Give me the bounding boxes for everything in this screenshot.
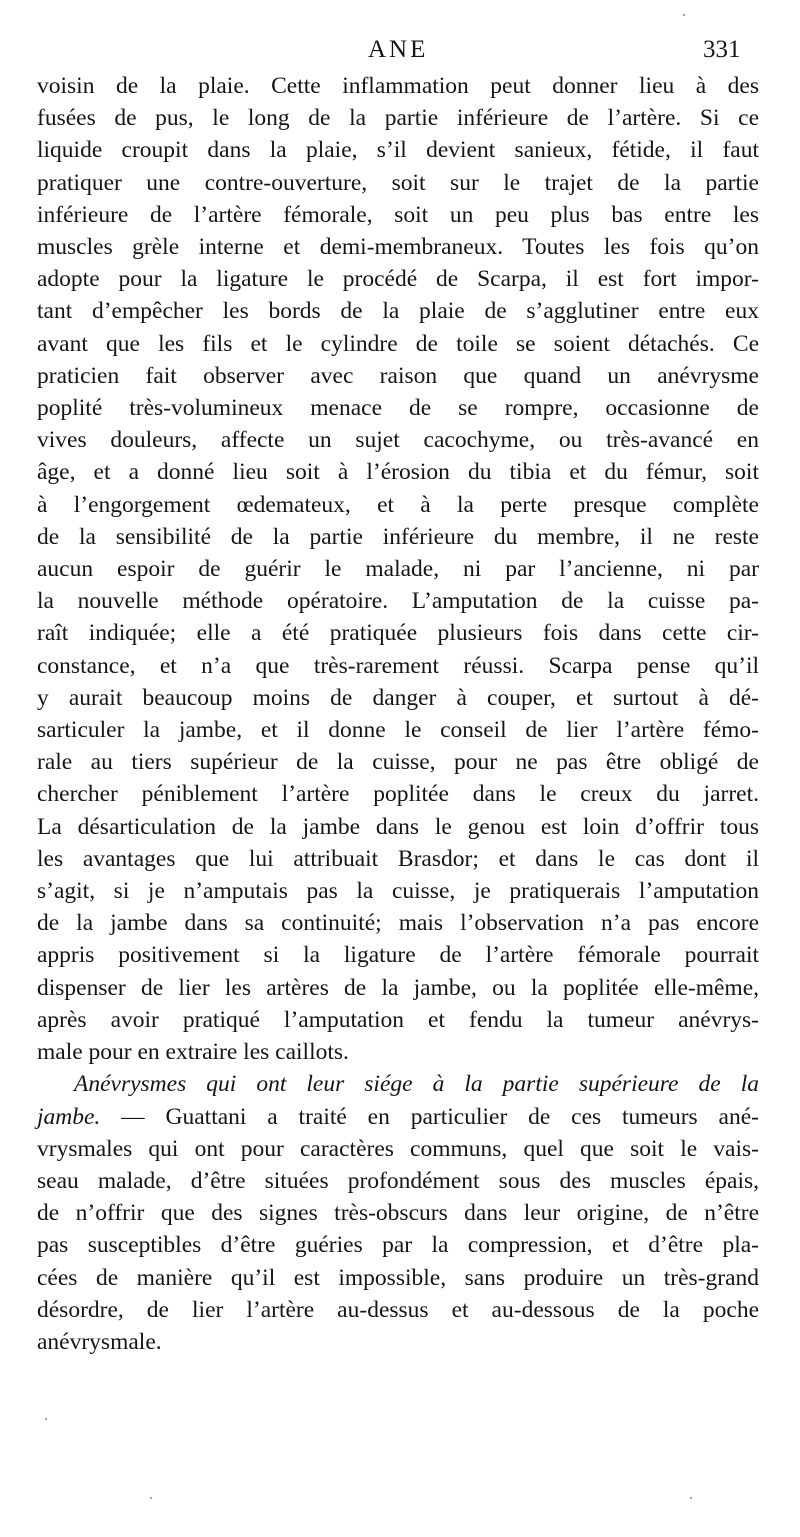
text-line: chercher péniblement l’artère poplitée dans le creux du jarret.: [37, 781, 759, 808]
text-line: cées de manière qu’il est impossible, sans produire un très-grand: [37, 1264, 759, 1291]
paragraph-1: [37, 70, 759, 1068]
text-line: male pour en extraire les caillots.: [37, 1039, 349, 1066]
text-line: pratiquer une contre-ouverture, soit sur le trajet de la partie: [37, 169, 759, 196]
running-title: ANE: [368, 36, 429, 63]
text-line: la nouvelle méthode opératoire. L’amputation de la cuisse pa-: [37, 588, 759, 615]
text-line: de n’offrir que des signes très-obscurs dans leur origine, de n’être: [37, 1200, 759, 1227]
text-line: de la sensibilité de la partie inférieure du membre, il ne reste: [37, 523, 759, 550]
text-line: adopte pour la ligature le procédé de Scarpa, il est fort impor-: [37, 266, 759, 293]
text-line: voisin de la plaie. Cette inflammation peut donner lieu à des: [37, 73, 759, 99]
text-line: La désarticulation de la jambe dans le genou est loin d’offrir tous: [37, 813, 759, 840]
text-line: sarticuler la jambe, et il donne le conseil de lier l’artère fémo-: [37, 717, 759, 744]
text-line: fusées de pus, le long de la partie inférieure de l’artère. Si ce: [37, 105, 759, 132]
text-line: à l’engorgement œdemateux, et à la perte presque complète: [37, 491, 759, 518]
paper-speck: [683, 14, 685, 16]
paper-speck: [150, 1497, 152, 1499]
text-line: muscles grèle interne et demi-membraneux. Toutes les fois qu’on: [37, 234, 759, 261]
text-line: anévrysmale.: [37, 1328, 162, 1355]
text-line: tant d’empêcher les bords de la plaie de s’agglutiner entre eux: [37, 298, 759, 325]
paper-speck: [45, 1418, 47, 1420]
text-line: âge, et a donné lieu soit à l’érosion du tibia et du fémur, soit: [37, 459, 759, 486]
text-line: pas susceptibles d’être guéries par la compression, et d’être pla-: [37, 1232, 759, 1259]
text-line: constance, et n’a que très-rarement réussi. Scarpa pense qu’il: [37, 652, 759, 679]
text-line: poplité très-volumineux menace de se rompre, occasionne de: [37, 395, 759, 422]
text-line: désordre, de lier l’artère au-dessus et au-dessous de la poche: [37, 1296, 759, 1323]
text-line: dispenser de lier les artères de la jambe, ou la poplitée elle-même,: [37, 974, 759, 1001]
text-line: [37, 1101, 759, 1133]
text-line: vives douleurs, affecte un sujet cacochyme, ou très-avancé en: [37, 427, 759, 454]
paper-speck: [690, 1497, 692, 1499]
text-line: après avoir pratiqué l’amputation et fendu la tumeur anévrys-: [37, 1006, 759, 1033]
text-line: liquide croupit dans la plaie, s’il devient sanieux, fétide, il faut: [37, 137, 759, 164]
page-number: 331: [703, 36, 741, 63]
text-line: rale au tiers supérieur de la cuisse, pour ne pas être obligé de: [37, 749, 759, 776]
text-line: appris positivement si la ligature de l’artère fémorale pourrait: [37, 942, 759, 969]
paragraph-2: [37, 1068, 759, 1358]
text-line: s’agit, si je n’amputais pas la cuisse, je pratiquerais l’amputation: [37, 878, 759, 905]
text-line: les avantages que lui attribuait Brasdor; et dans le cas dont il: [37, 845, 759, 872]
running-head: [0, 36, 800, 72]
section-heading-continued: jambe.: [37, 1103, 101, 1130]
text-line: seau malade, d’être situées profondément sous des muscles épais,: [37, 1167, 759, 1194]
text-line: praticien fait observer avec raison que quand un anévrysme: [37, 362, 759, 389]
text-line: raît indiquée; elle a été pratiquée plusieurs fois dans cette cir-: [37, 620, 759, 647]
text-line: vrysmales qui ont pour caractères communs, quel que soit le vais-: [37, 1135, 759, 1162]
section-heading: Anévrysmes qui ont leur siége à la partie supérieure de la: [74, 1071, 759, 1098]
text-line: inférieure de l’artère fémorale, soit un peu plus bas entre les: [37, 201, 759, 228]
body-text: [37, 70, 759, 1358]
text-line: avant que les fils et le cylindre de toile se soient détachés. Ce: [37, 330, 759, 357]
text-line-rest: — Guattani a traité en particulier de ces tumeurs ané-: [100, 1103, 759, 1130]
text-line: y aurait beaucoup moins de danger à couper, et surtout à dé-: [37, 684, 759, 711]
text-line: aucun espoir de guérir le malade, ni par l’ancienne, ni par: [37, 556, 759, 583]
text-line: de la jambe dans sa continuité; mais l’observation n’a pas encore: [37, 910, 759, 937]
